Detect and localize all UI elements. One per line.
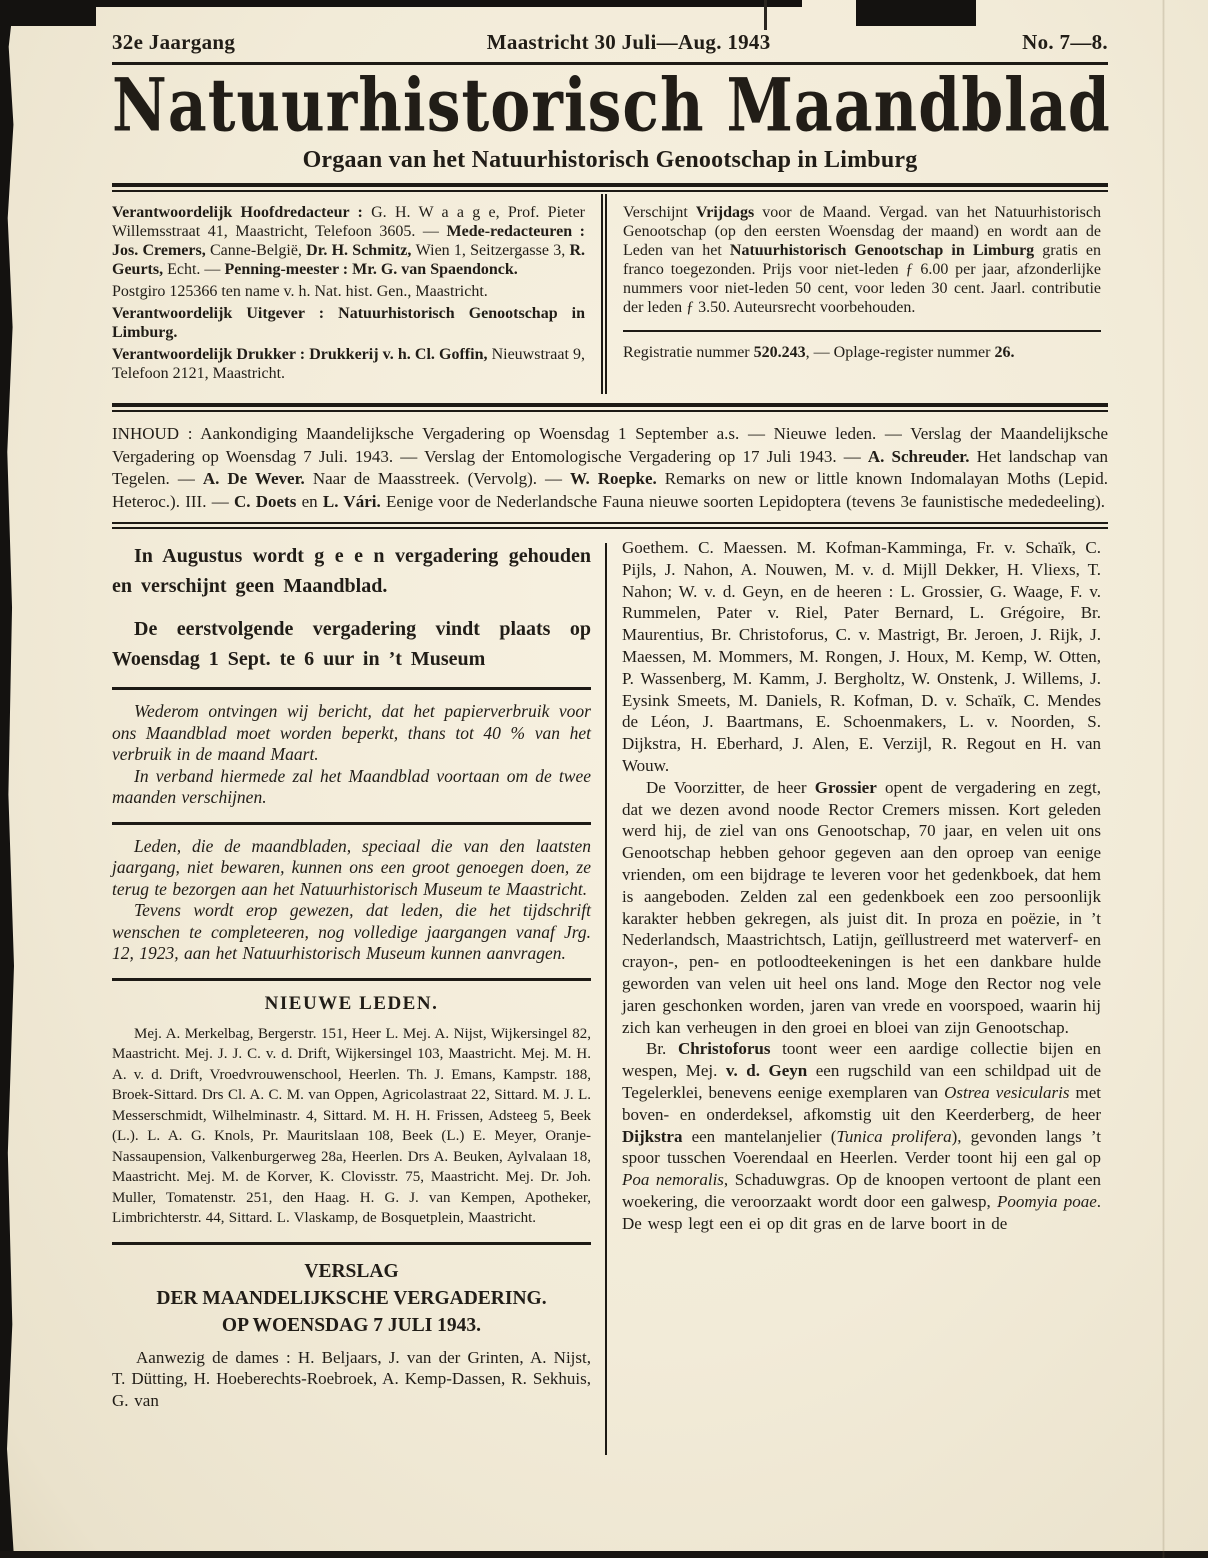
report-heading	[112, 1258, 591, 1339]
attendees-paragraph: Aanwezig de dames : H. Beljaars, J. van der Grinten, A. Nijst, T. Dütting, H. Hoeberechts-Roebroek, A. Kemp-Dassen, R. Sekhuis, G. van	[112, 1347, 591, 1411]
journal-subtitle: Orgaan van het Natuurhistorisch Genootschap in Limburg	[302, 147, 918, 173]
scan-edge-bottom	[0, 1551, 1208, 1558]
new-members-heading: NIEUWE LEDEN.	[264, 992, 439, 1014]
date-label: Maastricht 30 Juli—Aug. 1943	[486, 30, 771, 54]
left-column	[112, 537, 591, 1455]
journal-title: Natuurhistorisch Maandblad	[112, 63, 1111, 149]
colophon-section	[112, 194, 1108, 394]
chairman-paragraph: De Voorzitter, de heer Grossier opent de vergadering en zegt, dat we dezen avond noode Rector Cremers missen. Kort geleden werd hij, de ziel van ons Genootschap, 70 jaar, en velen uit ons Genootschap hebben gehoor gegeven aan den oproep van eenige vrienden, om een bijdrage te leveren voor het gedenkboek, dat hem is aangeboden. Zelden zal een gedenkboek een zoo persoonlijk karakter hebben gekregen, als juist dit. In proza en poëzie, in ’t Nederlandsch, Maastrichtsch, Latijn, geïllustreerd met waterverf- en crayon-, pen- en potloodteekeningen is het een dankbare hulde geworden van velen uit heel ons land. Moge den Rector nog vele jaren geschonken worden, jaren van vrede en voorspoed, waarin hij zich kan verheugen in den groei en bloei van zijn Genootschap.	[622, 777, 1101, 1037]
scan-edge-top	[0, 0, 802, 7]
scan-mark	[764, 0, 767, 30]
back-issues-notice: Tevens wordt erop gewezen, dat leden, die het tijdschrift wenschen te completeeren, nog volledige jaargangen vanaf Jrg. 12, 1923, aan het Natuurhistorisch Museum kunnen aanvragen.	[112, 900, 591, 963]
report-heading-line1: VERSLAG	[304, 1260, 399, 1282]
double-rule	[112, 522, 1108, 529]
issue-number: No. 7—8.	[1022, 30, 1108, 54]
table-of-contents: INHOUD : Aankondiging Maandelijksche Vergadering op Woensdag 1 September a.s. — Nieuwe leden. — Verslag der Maandelijksche Vergadering op Woensdag 7 Juli. 1943. — Verslag der Entomologische Vergadering op 17 Juli 1943. — A. Schreuder. Het landschap van Tegelen. — A. De Wever. Naar de Maasstreek. (Vervolg). — W. Roepke. Remarks on new or little known Indomalayan Moths (Lepid. Heteroc.). III. — C. Doets en L. Vári. Eenige voor de Nederlandsche Fauna nieuwe soorten Lepidoptera (tevens 3e faunistische mededeeling).	[112, 424, 1108, 511]
column-divider	[605, 543, 607, 1455]
publisher-paragraph: Verantwoordelijk Uitgever : Natuurhistorisch Genootschap in Limburg.	[112, 305, 585, 341]
subscription-paragraph: Verschijnt Vrijdags voor de Maand. Vergad. van het Natuurhistorisch Genootschap (op den eersten Woensdag der maand) en wordt aan de Leden van het Natuurhistorisch Genootschap in Limburg gratis en franco toegezonden. Prijs voor niet-leden ƒ 6.00 per jaar, afzonderlijke nummers voor niet-leden 50 cent, voor leden 30 cent. Jaarl. contributie der leden ƒ 3.50. Auteursrecht voorbehouden.	[623, 204, 1102, 316]
registration-line: Registratie nummer 520.243, — Oplage-register nummer 26.	[623, 344, 1015, 361]
colophon-divider	[601, 194, 607, 394]
body-columns	[112, 537, 1108, 1455]
registration-rule	[623, 330, 1101, 332]
colophon-right	[623, 194, 1101, 394]
return-copies-notice: Leden, die de maandbladen, speciaal die van den laatsten jaargang, niet bewaren, kunnen ons een groot genoegen doen, ze terug te bezorgen aan het Natuurhistorisch Museum te Maastricht.	[112, 835, 591, 899]
scan-edge-top-right	[856, 0, 976, 26]
issue-header	[112, 30, 1108, 55]
horizontal-rule	[112, 822, 591, 825]
page-content	[112, 30, 1111, 1455]
horizontal-rule	[112, 1242, 591, 1245]
new-members-list: Mej. A. Merkelbag, Bergerstr. 151, Heer L. Mej. A. Nijst, Wijkersingel 82, Maastricht. Mej. J. J. C. v. d. Drift, Wijkersingel 103, Maastricht. Mej. M. H. A. v. d. Drift, Vroedvrouwenschool, Heerlen. Th. J. Emans, Kampstr. 188, Broek-Sittard. Drs Cl. A. C. M. van Oppen, Agricolastraat 22, Sittard. M. J. L. Messerschmidt, Wilhelminastr. 4, Sittard. M. H. H. Frissen, Adsteeg 5, Beek (L.). L. A. G. Knols, Pr. Mauritslaan 108, Beek (L.) E. Meyer, Oranje-Nassaupension, Valkenburgerweg 28a, Heerlen. Drs A. Beuken, Aylvalaan 18, Maastricht. Mej. M. de Korver, K. Clovisstr. 75, Maastricht. Mej. Dr. Joh. Muller, Tomatenstr. 251, den Haag. H. G. J. van Kempen, Apotheker, Limbrichterstr. 44, Sittard. L. Vlaskamp, de Bosquetplein, Maastricht.	[112, 1025, 591, 1226]
horizontal-rule	[112, 978, 591, 981]
report-heading-line2: DER MAANDELIJKSCHE VERGADERING.	[156, 1287, 547, 1309]
report-heading-line3: OP WOENSDAG 7 JULI 1943.	[221, 1314, 482, 1336]
printer-paragraph: Verantwoordelijk Drukker : Drukkerij v. h. Cl. Goffin, Nieuwstraat 9, Telefoon 2121, Maastricht.	[112, 346, 585, 382]
announcement-next-meeting: De eerstvolgende vergadering vindt plaats op Woensdag 1 Sept. te 6 uur in ’t Museum	[112, 618, 591, 670]
double-rule	[112, 403, 1108, 412]
horizontal-rule	[112, 687, 591, 690]
scan-edge-top-left	[0, 0, 96, 26]
editors-paragraph: Verantwoordelijk Hoofdredacteur : G. H. W a a g e, Prof. Pieter Willemsstraat 41, Maastricht, Telefoon 3605. — Mede-redacteuren : Jos. Cremers, Canne-België, Dr. H. Schmitz, Wien 1, Seitzergasse 3, R. Geurts, Echt. — Penning-meester : Mr. G. van Spaendonck.	[112, 204, 586, 278]
volume-label: 32e Jaargang	[112, 30, 236, 54]
scan-edge-left	[0, 0, 14, 1558]
double-rule	[112, 183, 1108, 192]
attendees-continued-paragraph: Goethem. C. Maessen. M. Kofman-Kamminga, Fr. v. Schaïk, C. Pijls, J. Nahon, A. Nouwen, M. v. d. Mijll Dekker, H. Vliexs, T. Nahon; W. v. d. Geyn, en de heeren : L. Grossier, G. Waage, F. v. Rummelen, Pater v. Riel, Pater Bernard, L. Grégoire, Br. Maurentius, Br. Christoforus, C. v. Mastrigt, Br. Jeroen, J. Rijk, J. Maessen, M. Mommers, M. Rongen, J. Houx, M. Kemp, W. Otten, P. Wassenberg, M. Kamm, J. Bergholtz, W. Onstenk, J. Willems, J. Eysink Smeets, M. Daniels, R. Kofman, D. v. Schaïk, C. Mendes de Léon, J. Baartmans, E. Schoenmakers, L. v. Noorden, S. Dijkstra, H. Eberhard, J. Alen, E. Verzijl, R. Regout en H. van Wouw.	[622, 538, 1101, 775]
announcement-no-meeting: In Augustus wordt g e e n vergadering gehouden en verschijnt geen Maandblad.	[112, 545, 591, 597]
postgiro-paragraph: Postgiro 125366 ten name v. h. Nat. hist. Gen., Maastricht.	[112, 283, 488, 300]
paper-crease	[1162, 0, 1165, 1558]
christoforus-paragraph: Br. Christoforus toont weer een aardige collectie bijen en wespen, Mej. v. d. Geyn een rugschild van een schildpad uit de Tegelerklei, benevens eenige exemplaren van Ostrea vesicularis met boven- en onderdeksel, afkomstig uit den Keerderberg, de heer Dijkstra een mantelanjelier (Tunica prolifera), gevonden langs ’t spoor tusschen Voerendaal en Heerlen. Verder toont hij een gal op Poa nemoralis, Schaduwgras. Op de knoopen vertoont de plant een woekering, die veroorzaakt wordt door een galwesp, Poomyia poae. De wesp legt een ei op dit gras en de larve boort in de	[622, 1039, 1102, 1233]
colophon-left	[112, 194, 585, 394]
right-column	[622, 537, 1101, 1455]
paper-restriction-notice: Wederom ontvingen wij bericht, dat het papierverbruik voor ons Maandblad moet worden beperkt, thans tot 40 % van het verbruik in de maand Maart.	[112, 701, 591, 764]
bimonthly-notice: In verband hiermede zal het Maandblad voortaan om de twee maanden verschijnen.	[112, 765, 591, 807]
